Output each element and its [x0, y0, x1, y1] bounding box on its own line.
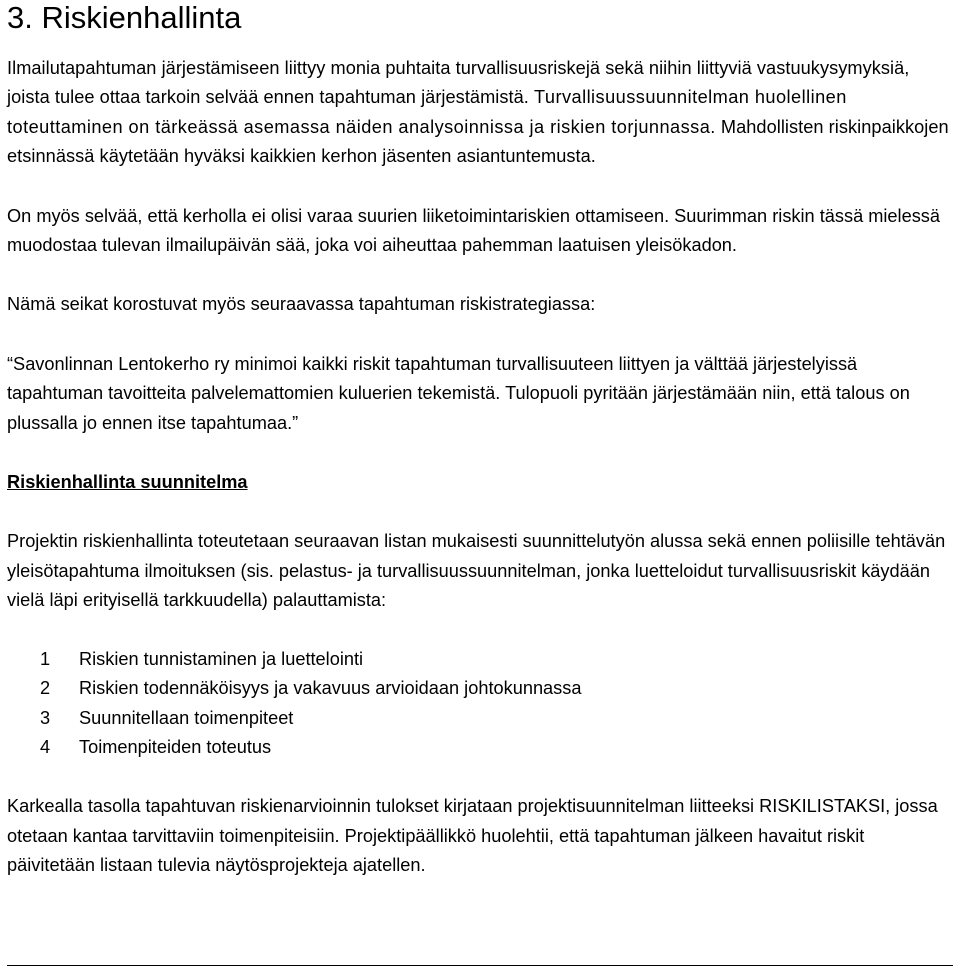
list-item-text: Suunnitellaan toimenpiteet: [79, 707, 294, 728]
list-item-number: 2: [40, 678, 51, 699]
risk-list-paragraph: Karkealla tasolla tapahtuvan riskienarvioinnin tulokset kirjataan projektisuunnitelman liitteeksi RISKILISTAKSI, jossa otetaan kantaa tarvittaviin toimenpiteisiin. Projektipäällikkö huolehtii, että tapahtuman jälkeen havaitut riskit päivitetään listaan tulevia näytösprojekteja ajatellen.: [7, 796, 938, 876]
list-item-number: 4: [40, 736, 51, 757]
list-item-text: Riskien tunnistaminen ja luettelointi: [79, 648, 364, 669]
document-page: [7, 0, 953, 881]
intro-paragraph: [7, 54, 953, 172]
strategy-intro-paragraph: Nämä seikat korostuvat myös seuraavassa tapahtuman riskistrategiassa:: [7, 294, 596, 315]
risk-steps-list: [7, 645, 953, 763]
list-item-number: 3: [40, 707, 51, 728]
intro-sentence-2: Turvallisuussuunnitelman huolellinen toteuttaminen on tärkeässä asemassa näiden analysoinnissa ja riskien torjunnassa.: [7, 87, 847, 137]
footer-divider: [7, 965, 953, 966]
risk-plan-subheading: Riskienhallinta suunnitelma: [7, 472, 248, 493]
list-item-text: Toimenpiteiden toteutus: [79, 736, 272, 757]
list-item: [40, 733, 953, 762]
intro-sentence-1: Ilmailutapahtuman järjestämiseen liittyy monia puhtaita turvallisuusriskejä sekä niihin liittyviä vastuukysymyksiä, joista tulee ottaa tarkoin selvää ennen tapahtuman järjestämistä.: [7, 58, 910, 108]
list-item: [40, 645, 953, 674]
list-item-text: Riskien todennäköisyys ja vakavuus arvioidaan johtokunnassa: [79, 678, 582, 699]
list-item: [40, 674, 953, 703]
strategy-quote: “Savonlinnan Lentokerho ry minimoi kaikki riskit tapahtuman turvallisuuteen liittyen ja välttää järjestelyissä tapahtuman tavoitteita palvelemattomien kuluerien tekemistä. Tulopuoli pyritään järjestämään niin, että talous on plussalla jo ennen itse tapahtumaa.”: [7, 353, 910, 433]
risk-plan-paragraph: Projektin riskienhallinta toteutetaan seuraavan listan mukaisesti suunnittelutyön alussa sekä ennen poliisille tehtävän yleisötapahtuma ilmoituksen (sis. pelastus- ja turvallisuussuunnitelman, jonka luetteloidut turvallisuusriskit käydään vielä läpi erityisellä tarkkuudella) palauttamista:: [7, 531, 946, 611]
weather-risk-paragraph: On myös selvää, että kerholla ei olisi varaa suurien liiketoimintariskien ottamiseen. Suurimman riskin tässä mielessä muodostaa tulevan ilmailupäivän sää, joka voi aiheuttaa pahemman laatuisen yleisökadon.: [7, 205, 940, 256]
list-item: [40, 704, 953, 733]
list-item-number: 1: [40, 648, 51, 669]
section-heading: 3. Riskienhallinta: [7, 0, 242, 35]
intro-sentence-3: Mahdollisten riskinpaikkojen etsinnässä käytetään hyväksi kaikkien kerhon jäsenten asiantuntemusta.: [7, 116, 949, 167]
